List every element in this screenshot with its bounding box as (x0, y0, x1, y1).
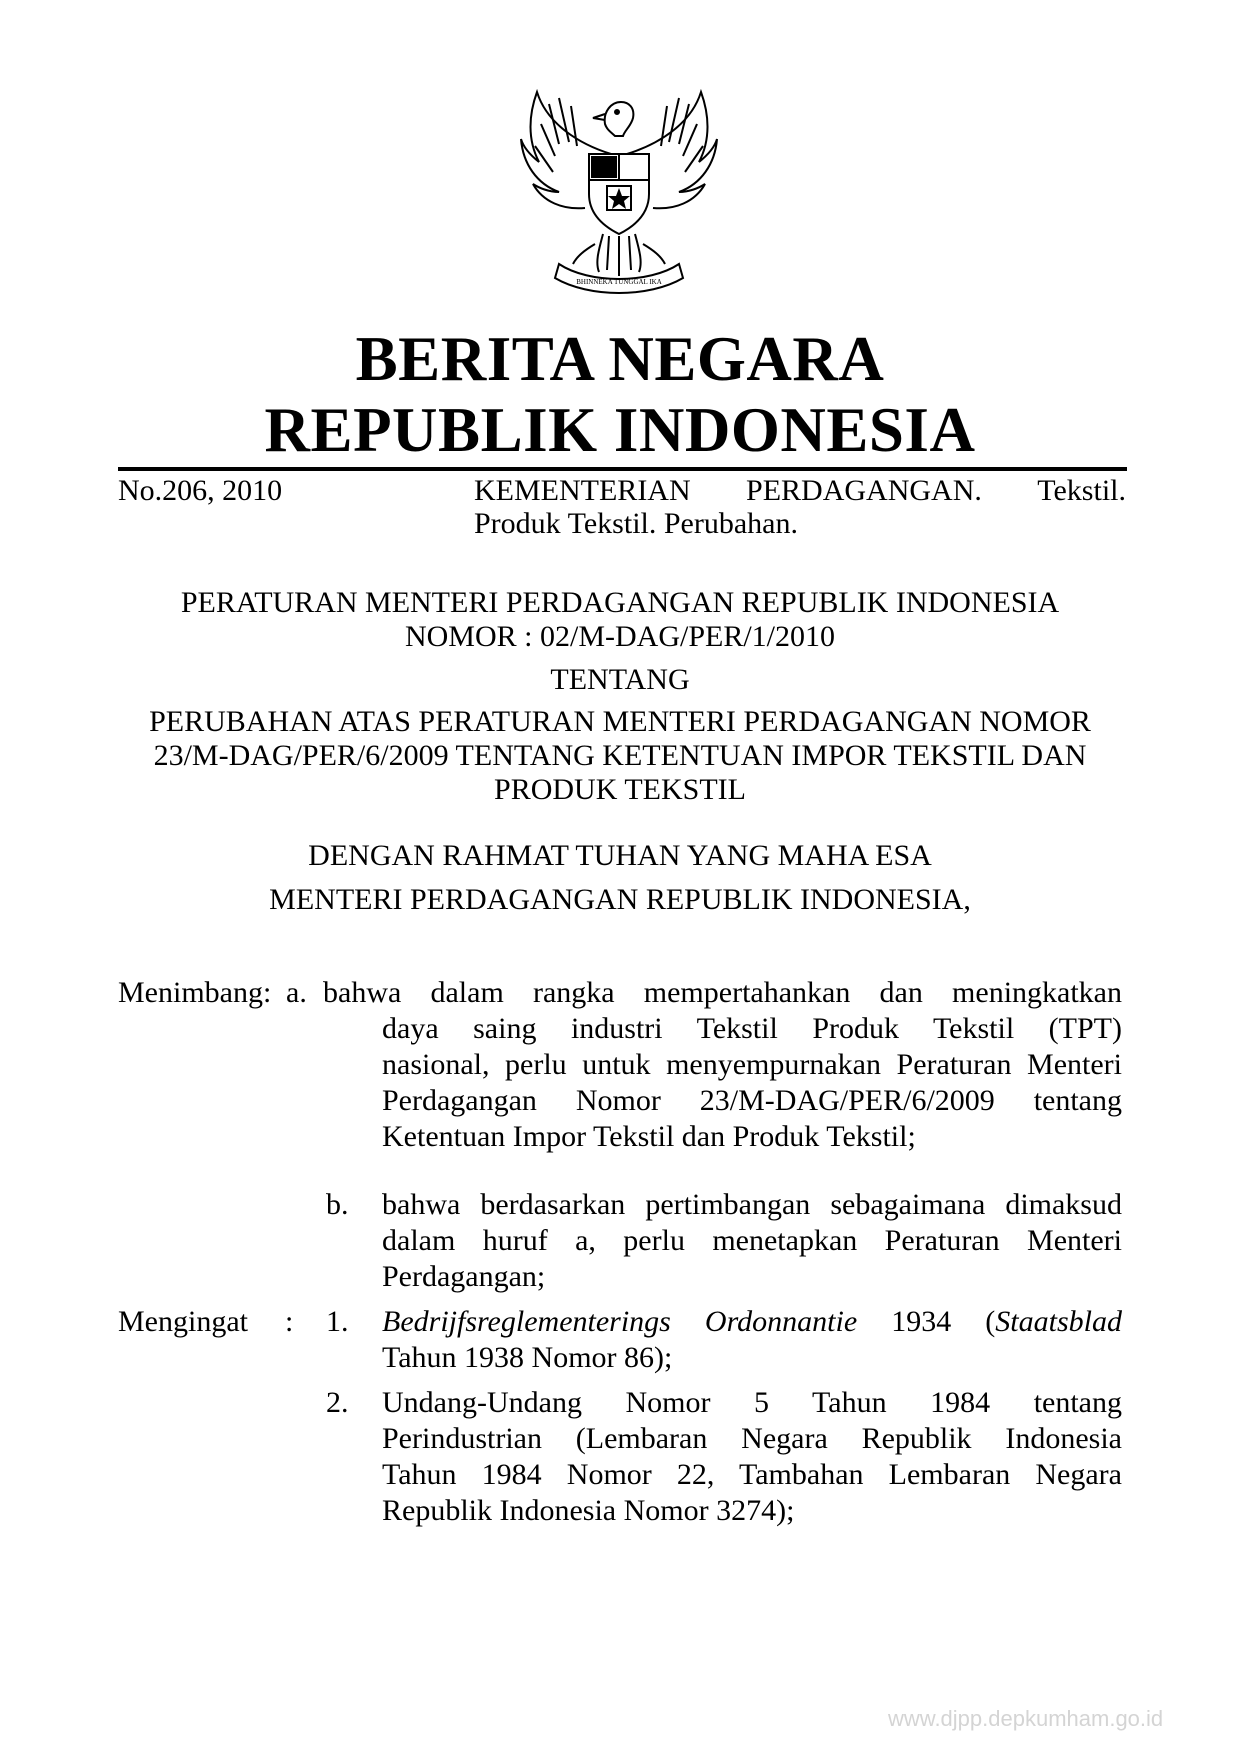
document-title-line1: BERITA NEGARA (355, 324, 885, 394)
gazette-subject (474, 474, 1126, 540)
regulation-subject (118, 705, 1122, 807)
subject-word: KEMENTERIAN (474, 474, 691, 507)
document-title-line2: REPUBLIK INDONESIA (264, 395, 976, 465)
menimbang-item-a-line1: bahwa dalam rangka mempertahankan dan meningkatkan (323, 976, 1122, 1009)
mengingat-marker-1: 1. (326, 1305, 349, 1338)
menimbang-label: Menimbang: (118, 976, 272, 1009)
mengingat-label: Mengingat (118, 1305, 248, 1338)
mengingat-item-1: Bedrijfsreglementerings Ordonnantie 1934 (Staatsblad Tahun 1938 Nomor 86); (382, 1305, 1122, 1374)
mengingat-item-2: Undang-Undang Nomor 5 Tahun 1984 tentang Perindustrian (Lembaran Negara Republik Indonesia Tahun 1984 Nomor 22, Tambahan Lembaran Negara Republik Indonesia Nomor 3274); (382, 1386, 1122, 1527)
menimbang-marker-b: b. (326, 1188, 349, 1221)
regulation-subject-line: PERUBAHAN ATAS PERATURAN MENTERI PERDAGANGAN NOMOR (149, 705, 1091, 738)
mengingat-item-1-line1: Bedrijfsreglementerings Ordonnantie 1934 (Staatsblad (382, 1305, 1122, 1338)
menimbang-item-b: bahwa berdasarkan pertimbangan sebagaimana dimaksud dalam huruf a, perlu menetapkan Peraturan Menteri Perdagangan; (382, 1188, 1122, 1293)
mengingat-marker-2: 2. (326, 1386, 349, 1419)
rahmat-heading: DENGAN RAHMAT TUHAN YANG MAHA ESA (308, 839, 932, 872)
mengingat-colon: : (285, 1305, 294, 1338)
regulation-subject-line: PRODUK TEKSTIL (494, 773, 746, 806)
subject-word: Tekstil. (1037, 474, 1126, 507)
garuda-pancasila-emblem-icon (519, 84, 719, 298)
gazette-number: No.206, 2010 (118, 474, 283, 507)
watermark: www.djpp.depkumham.go.id (888, 1706, 1164, 1731)
subject-word: PERDAGANGAN. (746, 474, 982, 507)
tentang-heading: TENTANG (550, 663, 690, 696)
minister-heading: MENTERI PERDAGANGAN REPUBLIK INDONESIA, (269, 883, 971, 916)
regulation-subject-line: 23/M-DAG/PER/6/2009 TENTANG KETENTUAN IMPOR TEKSTIL DAN (153, 739, 1087, 772)
emblem-motto: BHINNEKA TUNGGAL IKA (576, 278, 662, 286)
regulation-number: NOMOR : 02/M-DAG/PER/1/2010 (404, 620, 836, 653)
regulation-title: PERATURAN MENTERI PERDAGANGAN REPUBLIK INDONESIA (180, 586, 1060, 619)
menimbang-item-a-body: daya saing industri Tekstil Produk Tekstil (TPT) nasional, perlu untuk menyempurnakan Peraturan Menteri Perdagangan Nomor 23/M-DAG/PER/6/2009 tentang Ketentuan Impor Tekstil dan Produk Tekstil; (382, 1012, 1122, 1153)
menimbang-marker-a: a. (286, 976, 307, 1009)
regulation-heading (0, 586, 1240, 654)
subject-line2: Produk Tekstil. Perubahan. (474, 507, 798, 540)
title-divider (118, 467, 1127, 471)
